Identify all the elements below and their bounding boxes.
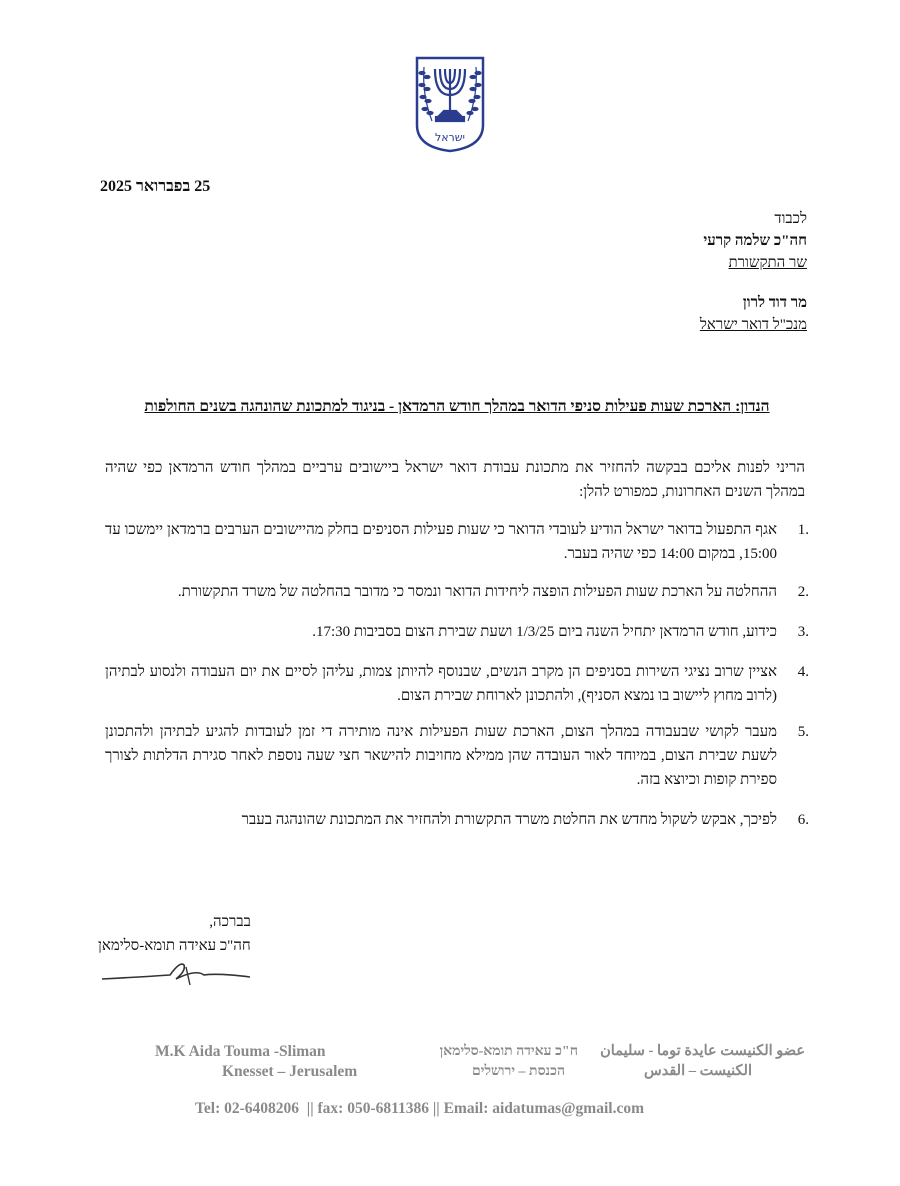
item-text: אציין שרוב נציגי השירות בסניפים הן מקרב הנשים, שבנוסף להיותן צמות, עליהן לסיים את יום העבודה ולנסוע לבתיהן (לרוב מחוץ ליישוב בו נמצא הסניף), ולהתכונן לארוחת שבירת הצום. [105,664,777,704]
footer-en-place: Knesset – Jerusalem [222,1063,358,1080]
subject-text: הארכת שעות פעילות סניפי הדואר במהלך חודש הרמדאן - בניגוד למתכונת שהונהגה בשנים החולפות [144,398,732,415]
recipient-title: מנכ"ל דואר ישראל [699,317,807,333]
list-item [105,660,809,708]
recipient-title: שר התקשורת [728,255,807,271]
item-number: .1 [797,522,809,538]
list-item [105,620,809,644]
recipient-block-ceo [700,292,807,336]
item-number: .2 [797,584,809,600]
recipient-block-minister [703,208,807,274]
letter-date: 25 בפברואר 2025 [100,178,211,195]
list-item [105,720,809,792]
intro-paragraph: הריני לפנות אליכם בבקשה להחזיר את מתכונת עבודת דואר ישראל ביישובים ערביים במהלך חודש הרמדאן כפי שהיה במהלך השנים האחרונות, כמפורט להלן: [105,460,805,500]
item-number: .4 [797,664,809,680]
handwritten-signature-icon [100,955,250,989]
item-number: .6 [797,812,809,828]
footer-contact-line: Tel: 02-6408206 || fax: 050-6811386 || Email: aidatumas@gmail.com [195,1100,644,1117]
footer-ar-name: عضو الكنيست عايدة توما - سليمان [600,1043,805,1059]
closing-block [98,910,251,958]
item-text: אגף התפעול בדואר ישראל הודיע לעובדי הדואר כי שעות פעילות הסניפים בחלק מהיישובים הערבים ברמדאן יימשכו עד 15:00, במקום 14:00 כפי שהיה בעבר. [105,522,777,562]
item-number: .5 [797,724,809,740]
salutation: לכבוד [774,211,807,227]
closing-greeting: בברכה, [209,914,251,930]
emblem-caption: ישראל [434,131,466,144]
letter-subject [107,396,807,418]
list-item [105,518,809,566]
item-text: מעבר לקושי שבעבודה במהלך הצום, הארכת שעות הפעילות אינה מותירה די זמן לעובדות להגיע לבתיהן ולהתכונן לשעת שבירת הצום, במיוחד לאור העובדה שהן ממילא מחויבות להישאר חצי שעה נוספת לאחר סגירת הדלתות לצורך ספירת קופות וכיוצא בזה. [105,724,777,788]
footer-ar-place: الكنيست – القدس [644,1063,752,1079]
subject-label: הנדון: [735,398,770,415]
recipient-name: חה"כ שלמה קרעי [703,233,807,249]
recipient-name: מר דוד לרון [742,295,807,311]
signer-name: חה"כ עאידה תומא-סלימאן [98,938,251,954]
state-emblem-icon [414,55,486,153]
item-text: לפיכך, אבקש לשקול מחדש את החלטת משרד התקשורת ולהחזיר את המתכונת שהונהגה בעבר [241,812,777,828]
footer-he-place: הכנסת – ירושלים [472,1064,565,1079]
footer-he-name: ח"כ עאידה תומא-סלימאן [439,1044,578,1059]
item-number: .3 [797,624,809,640]
item-text: כידוע, חודש הרמדאן יתחיל השנה ביום 1/3/25 ושעת שבירת הצום בסביבות 17:30. [312,624,777,640]
list-item [105,808,809,832]
item-text: ההחלטה על הארכת שעות הפעילות הופצה ליחידות הדואר ונמסר כי מדובר בהחלטה של משרד התקשורת. [177,584,777,600]
list-item [105,580,809,604]
footer-en-name: M.K Aida Touma -Sliman [155,1043,326,1060]
